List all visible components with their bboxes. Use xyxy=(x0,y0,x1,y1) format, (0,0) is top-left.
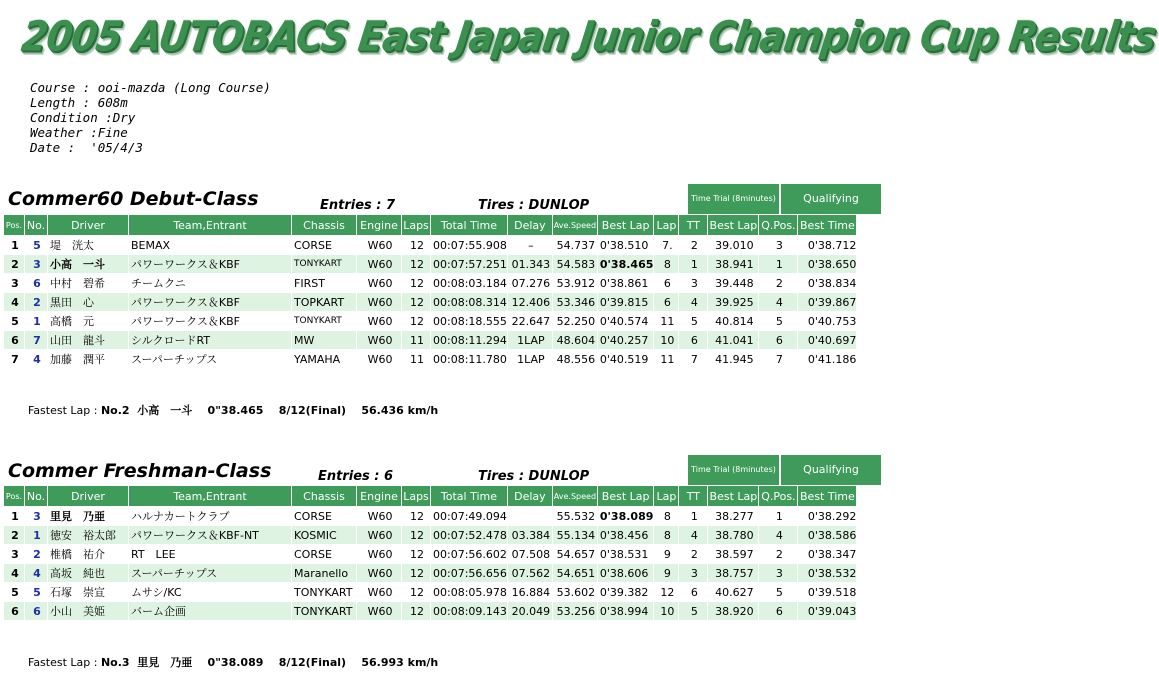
cell-best-lap: 0'38.465 xyxy=(598,255,653,273)
tires-label: Tires : DUNLOP xyxy=(478,469,590,484)
cell-lap: 11 xyxy=(654,350,678,368)
entries-label: Entries : 7 xyxy=(320,198,396,213)
col-header-q-best-time: Best Time xyxy=(798,215,856,235)
cell-tt: 2 xyxy=(679,545,707,563)
time-trial-header: Time Trial (8minutes) xyxy=(688,184,779,214)
cell-pos: 4 xyxy=(4,293,24,311)
class-title: Commer Freshman-Class xyxy=(8,460,272,482)
cell-ave-speed: 55.134 xyxy=(553,526,597,544)
cell-best-lap: 0'40.574 xyxy=(598,312,653,330)
cell-q-best-time: 0'40.697 xyxy=(798,331,856,349)
cell-tt-best-lap: 40.627 xyxy=(708,583,758,601)
cell-tt-best-lap: 39.448 xyxy=(708,274,758,292)
cell-delay: 12.406 xyxy=(508,293,552,311)
cell-total-time: 00:08:09.143 xyxy=(431,602,507,620)
cell-driver: 小高 一斗 xyxy=(48,255,128,273)
col-header-laps: Laps xyxy=(402,486,430,506)
cell-lap: 9 xyxy=(654,564,678,582)
cell-best-lap: 0'38.531 xyxy=(598,545,653,563)
table-row xyxy=(4,236,856,254)
cell-best-lap: 0'38.510 xyxy=(598,236,653,254)
cell-q-pos: 6 xyxy=(759,331,797,349)
cell-ave-speed: 55.532 xyxy=(553,507,597,525)
cell-driver: 山田 龍斗 xyxy=(48,331,128,349)
cell-best-lap: 0'40.519 xyxy=(598,350,653,368)
col-header-tt: TT xyxy=(679,215,707,235)
col-header-q-pos: Q.Pos. xyxy=(759,215,797,235)
cell-tt-best-lap: 38.780 xyxy=(708,526,758,544)
cell-team: パワーワークス＆KBF-NT xyxy=(129,526,291,544)
cell-pos: 2 xyxy=(4,255,24,273)
table-header-row xyxy=(4,215,856,235)
cell-team: パワーワークス＆KBF xyxy=(129,312,291,330)
cell-chassis: CORSE xyxy=(292,236,356,254)
cell-driver: 堤 洸太 xyxy=(48,236,128,254)
cell-laps: 12 xyxy=(402,583,430,601)
cell-engine: W60 xyxy=(357,312,401,330)
cell-engine: W60 xyxy=(357,583,401,601)
cell-laps: 12 xyxy=(402,526,430,544)
cell-tt: 5 xyxy=(679,602,707,620)
fastest-lap-label: Fastest Lap : xyxy=(28,656,101,669)
cell-lap: 10 xyxy=(654,602,678,620)
cell-engine: W60 xyxy=(357,331,401,349)
col-header-team: Team,Entrant xyxy=(129,215,291,235)
cell-engine: W60 xyxy=(357,293,401,311)
cell-total-time: 00:08:11.780 xyxy=(431,350,507,368)
cell-engine: W60 xyxy=(357,526,401,544)
table-row xyxy=(4,350,856,368)
cell-ave-speed: 54.651 xyxy=(553,564,597,582)
cell-ave-speed: 53.912 xyxy=(553,274,597,292)
cell-ave-speed: 53.256 xyxy=(553,602,597,620)
col-header-best-lap: Best Lap xyxy=(598,486,653,506)
table-row xyxy=(4,331,856,349)
cell-driver: 石塚 崇宣 xyxy=(48,583,128,601)
cell-pos: 3 xyxy=(4,274,24,292)
cell-delay: 07.276 xyxy=(508,274,552,292)
cell-total-time: 00:07:56.656 xyxy=(431,564,507,582)
cell-no: 6 xyxy=(25,274,47,292)
cell-team: RT LEE xyxy=(129,545,291,563)
cell-delay: 07.562 xyxy=(508,564,552,582)
cell-driver: 里見 乃亜 xyxy=(48,507,128,525)
cell-no: 1 xyxy=(25,526,47,544)
cell-best-lap: 0'39.815 xyxy=(598,293,653,311)
cell-tt: 1 xyxy=(679,507,707,525)
cell-engine: W60 xyxy=(357,350,401,368)
cell-chassis: Maranello xyxy=(292,564,356,582)
course-info: Course : ooi-mazda (Long Course) xyxy=(30,80,271,95)
cell-team: BEMAX xyxy=(129,236,291,254)
col-header-laps: Laps xyxy=(402,215,430,235)
cell-best-lap: 0'38.089 xyxy=(598,507,653,525)
cell-q-best-time: 0'38.834 xyxy=(798,274,856,292)
table-row xyxy=(4,312,856,330)
cell-total-time: 00:08:05.978 xyxy=(431,583,507,601)
cell-chassis: TONYKART xyxy=(292,602,356,620)
cell-ave-speed: 52.250 xyxy=(553,312,597,330)
cell-q-best-time: 0'39.518 xyxy=(798,583,856,601)
tires-label: Tires : DUNLOP xyxy=(478,198,590,213)
cell-driver: 椎橋 祐介 xyxy=(48,545,128,563)
time-trial-header: Time Trial (8minutes) xyxy=(688,455,779,485)
cell-tt: 7 xyxy=(679,350,707,368)
table-row xyxy=(4,583,856,601)
cell-no: 3 xyxy=(25,507,47,525)
table-row xyxy=(4,507,856,525)
cell-q-best-time: 0'39.867 xyxy=(798,293,856,311)
cell-driver: 加藤 潤平 xyxy=(48,350,128,368)
cell-best-lap: 0'38.456 xyxy=(598,526,653,544)
cell-no: 4 xyxy=(25,350,47,368)
cell-delay: 1LAP xyxy=(508,331,552,349)
cell-tt: 1 xyxy=(679,255,707,273)
cell-delay: 1LAP xyxy=(508,350,552,368)
cell-no: 7 xyxy=(25,331,47,349)
cell-no: 6 xyxy=(25,602,47,620)
cell-pos: 7 xyxy=(4,350,24,368)
cell-driver: 中村 碧希 xyxy=(48,274,128,292)
col-header-tt: TT xyxy=(679,486,707,506)
qualifying-header: Qualifying xyxy=(781,455,881,485)
cell-driver: 徳安 裕太郎 xyxy=(48,526,128,544)
cell-chassis: KOSMIC xyxy=(292,526,356,544)
cell-chassis: TONYKART xyxy=(292,312,356,330)
cell-engine: W60 xyxy=(357,545,401,563)
cell-total-time: 00:08:08.314 xyxy=(431,293,507,311)
cell-chassis: MW xyxy=(292,331,356,349)
cell-engine: W60 xyxy=(357,602,401,620)
col-header-ave-speed: Ave.Speed xyxy=(553,215,597,235)
cell-pos: 5 xyxy=(4,583,24,601)
cell-q-pos: 6 xyxy=(759,602,797,620)
col-header-lap: Lap xyxy=(654,215,678,235)
cell-total-time: 00:07:56.602 xyxy=(431,545,507,563)
cell-team: パワーワークス＆KBF xyxy=(129,255,291,273)
cell-q-pos: 5 xyxy=(759,583,797,601)
cell-pos: 5 xyxy=(4,312,24,330)
cell-ave-speed: 48.604 xyxy=(553,331,597,349)
cell-delay: 03.384 xyxy=(508,526,552,544)
results-table xyxy=(3,485,857,621)
col-header-no: No. xyxy=(25,486,47,506)
table-row xyxy=(4,602,856,620)
date-info: Date : '05/4/3 xyxy=(30,140,143,155)
cell-team: バーム企画 xyxy=(129,602,291,620)
cell-pos: 2 xyxy=(4,526,24,544)
cell-q-best-time: 0'38.650 xyxy=(798,255,856,273)
cell-chassis: TONYKART xyxy=(292,255,356,273)
cell-laps: 12 xyxy=(402,293,430,311)
cell-lap: 6 xyxy=(654,293,678,311)
cell-tt: 6 xyxy=(679,331,707,349)
cell-total-time: 00:08:11.294 xyxy=(431,331,507,349)
table-row xyxy=(4,545,856,563)
col-header-total-time: Total Time xyxy=(431,486,507,506)
col-header-chassis: Chassis xyxy=(292,215,356,235)
cell-q-pos: 7 xyxy=(759,350,797,368)
cell-engine: W60 xyxy=(357,564,401,582)
cell-laps: 12 xyxy=(402,545,430,563)
cell-laps: 12 xyxy=(402,312,430,330)
cell-lap: 7. xyxy=(654,236,678,254)
cell-delay: 20.049 xyxy=(508,602,552,620)
cell-q-best-time: 0'40.753 xyxy=(798,312,856,330)
cell-ave-speed: 53.346 xyxy=(553,293,597,311)
col-header-chassis: Chassis xyxy=(292,486,356,506)
cell-total-time: 00:07:55.908 xyxy=(431,236,507,254)
cell-best-lap: 0'40.257 xyxy=(598,331,653,349)
fastest-lap-value: No.3 里見 乃亜 0"38.089 8/12(Final) 56.993 km/h xyxy=(100,656,439,669)
table-header-row xyxy=(4,486,856,506)
fastest-lap-label: Fastest Lap : xyxy=(28,404,101,417)
col-header-engine: Engine xyxy=(357,486,401,506)
cell-laps: 11 xyxy=(402,331,430,349)
cell-delay: 16.884 xyxy=(508,583,552,601)
entries-label: Entries : 6 xyxy=(318,469,394,484)
col-header-total-time: Total Time xyxy=(431,215,507,235)
cell-tt-best-lap: 38.757 xyxy=(708,564,758,582)
cell-q-pos: 4 xyxy=(759,293,797,311)
cell-best-lap: 0'38.861 xyxy=(598,274,653,292)
cell-no: 2 xyxy=(25,293,47,311)
results-table xyxy=(3,214,857,369)
cell-tt-best-lap: 41.945 xyxy=(708,350,758,368)
condition-info: Condition :Dry xyxy=(30,110,136,125)
cell-pos: 3 xyxy=(4,545,24,563)
cell-chassis: TONYKART xyxy=(292,583,356,601)
cell-ave-speed: 54.657 xyxy=(553,545,597,563)
cell-q-best-time: 0'38.292 xyxy=(798,507,856,525)
cell-delay: 07.508 xyxy=(508,545,552,563)
col-header-driver: Driver xyxy=(48,215,128,235)
cell-no: 2 xyxy=(25,545,47,563)
cell-team: スーパーチップス xyxy=(129,350,291,368)
cell-q-pos: 2 xyxy=(759,274,797,292)
cell-tt-best-lap: 38.920 xyxy=(708,602,758,620)
cell-pos: 4 xyxy=(4,564,24,582)
cell-delay: 01.343 xyxy=(508,255,552,273)
cell-team: スーパーチップス xyxy=(129,564,291,582)
cell-q-pos: 5 xyxy=(759,312,797,330)
cell-tt-best-lap: 39.925 xyxy=(708,293,758,311)
cell-tt-best-lap: 41.041 xyxy=(708,331,758,349)
cell-q-best-time: 0'38.532 xyxy=(798,564,856,582)
col-header-tt-best-lap: Best Lap xyxy=(708,486,758,506)
col-header-delay: Delay xyxy=(508,215,552,235)
cell-tt: 4 xyxy=(679,293,707,311)
cell-lap: 8 xyxy=(654,507,678,525)
cell-laps: 12 xyxy=(402,507,430,525)
cell-lap: 8 xyxy=(654,255,678,273)
cell-q-best-time: 0'38.712 xyxy=(798,236,856,254)
cell-q-pos: 2 xyxy=(759,545,797,563)
cell-driver: 高橋 元 xyxy=(48,312,128,330)
fastest-lap xyxy=(28,402,438,418)
cell-pos: 6 xyxy=(4,331,24,349)
cell-delay: 22.647 xyxy=(508,312,552,330)
cell-laps: 12 xyxy=(402,602,430,620)
cell-no: 3 xyxy=(25,255,47,273)
table-row xyxy=(4,255,856,273)
fastest-lap-value: No.2 小高 一斗 0"38.465 8/12(Final) 56.436 km/h xyxy=(100,404,439,417)
cell-engine: W60 xyxy=(357,274,401,292)
cell-chassis: YAMAHA xyxy=(292,350,356,368)
cell-best-lap: 0'38.606 xyxy=(598,564,653,582)
cell-laps: 12 xyxy=(402,236,430,254)
col-header-team: Team,Entrant xyxy=(129,486,291,506)
col-header-engine: Engine xyxy=(357,215,401,235)
cell-team: ハルナカートクラブ xyxy=(129,507,291,525)
cell-total-time: 00:08:03.184 xyxy=(431,274,507,292)
table-row xyxy=(4,293,856,311)
cell-q-pos: 1 xyxy=(759,255,797,273)
cell-q-pos: 3 xyxy=(759,564,797,582)
cell-pos: 1 xyxy=(4,236,24,254)
page-title: 2005 AUTOBACS East Japan Junior Champion Cup Results xyxy=(18,12,1159,61)
cell-tt-best-lap: 39.010 xyxy=(708,236,758,254)
table-row xyxy=(4,564,856,582)
cell-tt: 2 xyxy=(679,236,707,254)
fastest-lap xyxy=(28,654,438,670)
cell-laps: 12 xyxy=(402,255,430,273)
cell-no: 5 xyxy=(25,583,47,601)
cell-best-lap: 0'38.994 xyxy=(598,602,653,620)
col-header-pos: Pos. xyxy=(4,215,24,235)
col-header-ave-speed: Ave.Speed xyxy=(553,486,597,506)
cell-total-time: 00:07:52.478 xyxy=(431,526,507,544)
cell-tt: 6 xyxy=(679,583,707,601)
cell-lap: 8 xyxy=(654,526,678,544)
cell-tt-best-lap: 38.277 xyxy=(708,507,758,525)
table-row xyxy=(4,274,856,292)
col-header-q-pos: Q.Pos. xyxy=(759,486,797,506)
cell-team: パワーワークス＆KBF xyxy=(129,293,291,311)
cell-engine: W60 xyxy=(357,236,401,254)
cell-tt: 4 xyxy=(679,526,707,544)
cell-lap: 10 xyxy=(654,331,678,349)
cell-lap: 9 xyxy=(654,545,678,563)
col-header-pos: Pos. xyxy=(4,486,24,506)
race-info xyxy=(30,80,271,155)
length-info: Length : 608m xyxy=(30,95,128,110)
cell-q-best-time: 0'41.186 xyxy=(798,350,856,368)
cell-q-pos: 1 xyxy=(759,507,797,525)
cell-pos: 6 xyxy=(4,602,24,620)
cell-no: 4 xyxy=(25,564,47,582)
col-header-delay: Delay xyxy=(508,486,552,506)
col-header-driver: Driver xyxy=(48,486,128,506)
cell-laps: 11 xyxy=(402,350,430,368)
cell-team: ムサシ/KC xyxy=(129,583,291,601)
cell-driver: 高坂 純也 xyxy=(48,564,128,582)
col-header-lap: Lap xyxy=(654,486,678,506)
cell-laps: 12 xyxy=(402,274,430,292)
cell-engine: W60 xyxy=(357,507,401,525)
cell-tt: 3 xyxy=(679,564,707,582)
cell-q-best-time: 0'38.347 xyxy=(798,545,856,563)
cell-pos: 1 xyxy=(4,507,24,525)
cell-total-time: 00:07:49.094 xyxy=(431,507,507,525)
cell-tt-best-lap: 38.597 xyxy=(708,545,758,563)
cell-driver: 黒田 心 xyxy=(48,293,128,311)
cell-team: チームクニ xyxy=(129,274,291,292)
cell-ave-speed: 48.556 xyxy=(553,350,597,368)
cell-chassis: CORSE xyxy=(292,545,356,563)
cell-chassis: CORSE xyxy=(292,507,356,525)
weather-info: Weather :Fine xyxy=(30,125,128,140)
cell-ave-speed: 54.583 xyxy=(553,255,597,273)
cell-lap: 11 xyxy=(654,312,678,330)
cell-tt-best-lap: 38.941 xyxy=(708,255,758,273)
cell-chassis: FIRST xyxy=(292,274,356,292)
cell-no: 5 xyxy=(25,236,47,254)
cell-driver: 小山 美姫 xyxy=(48,602,128,620)
col-header-best-lap: Best Lap xyxy=(598,215,653,235)
cell-delay: – xyxy=(508,236,552,254)
cell-ave-speed: 53.602 xyxy=(553,583,597,601)
cell-best-lap: 0'39.382 xyxy=(598,583,653,601)
cell-no: 1 xyxy=(25,312,47,330)
cell-team: シルクロードRT xyxy=(129,331,291,349)
cell-delay xyxy=(508,507,552,525)
table-row xyxy=(4,526,856,544)
col-header-tt-best-lap: Best Lap xyxy=(708,215,758,235)
cell-tt: 3 xyxy=(679,274,707,292)
cell-lap: 6 xyxy=(654,274,678,292)
cell-total-time: 00:08:18.555 xyxy=(431,312,507,330)
cell-q-pos: 4 xyxy=(759,526,797,544)
col-header-q-best-time: Best Time xyxy=(798,486,856,506)
cell-tt-best-lap: 40.814 xyxy=(708,312,758,330)
cell-tt: 5 xyxy=(679,312,707,330)
cell-laps: 12 xyxy=(402,564,430,582)
cell-q-pos: 3 xyxy=(759,236,797,254)
qualifying-header: Qualifying xyxy=(781,184,881,214)
cell-ave-speed: 54.737 xyxy=(553,236,597,254)
col-header-no: No. xyxy=(25,215,47,235)
cell-lap: 12 xyxy=(654,583,678,601)
cell-engine: W60 xyxy=(357,255,401,273)
class-title: Commer60 Debut-Class xyxy=(8,188,259,210)
cell-total-time: 00:07:57.251 xyxy=(431,255,507,273)
cell-chassis: TOPKART xyxy=(292,293,356,311)
cell-q-best-time: 0'38.586 xyxy=(798,526,856,544)
cell-q-best-time: 0'39.043 xyxy=(798,602,856,620)
